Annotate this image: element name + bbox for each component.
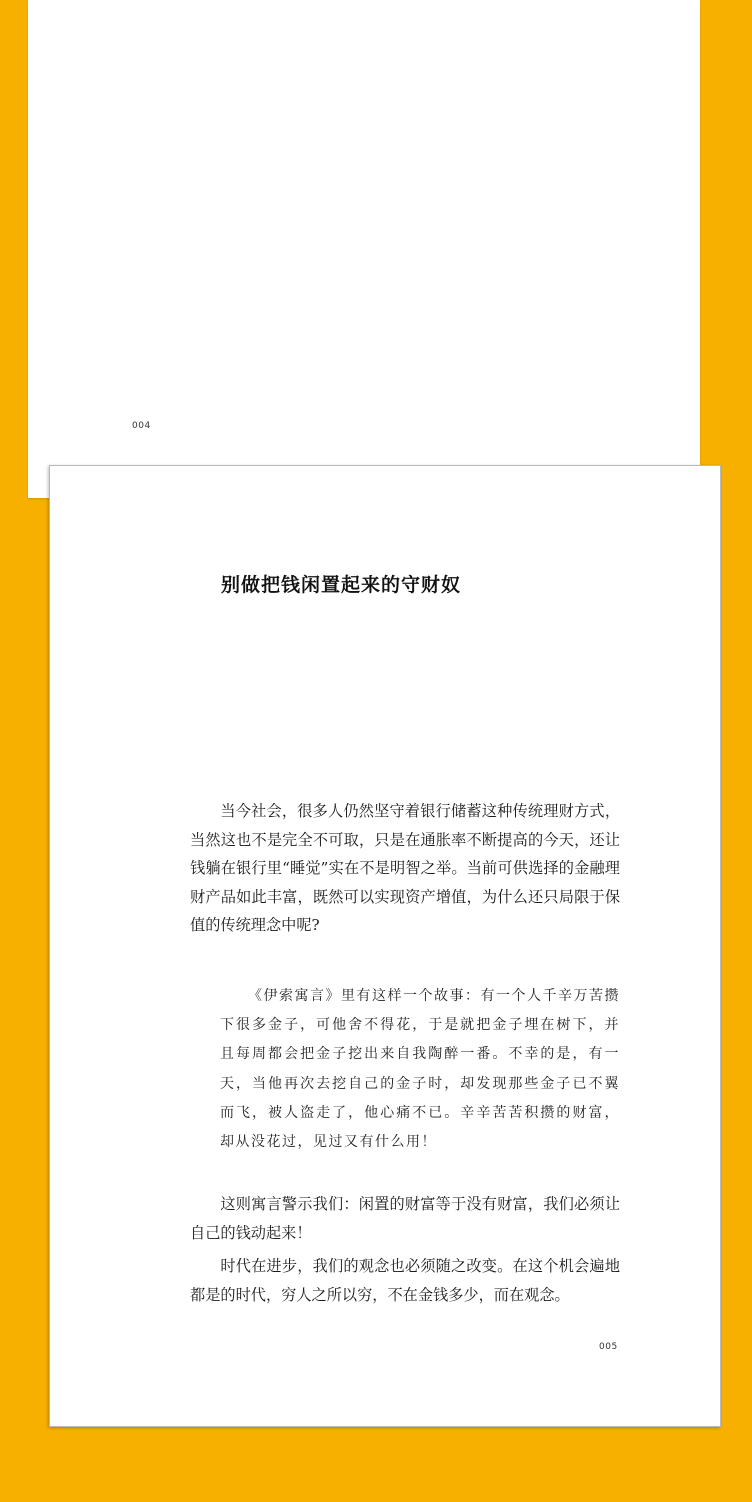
right-page-number: 005 (599, 1342, 618, 1352)
left-page (28, 0, 700, 498)
fable-quote: 《伊索寓言》里有这样一个故事：有一个人千辛万苦攒下很多金子，可他舍不得花，于是就把金子埋在树下，并且每周都会把金子挖出来自我陶醉一番。不幸的是，有一天，当他再次去挖自己的金子时，却发现那些金子已不翼而飞，被人盗走了，他心痛不已。辛辛苦苦积攒的财富，却从没花过，见过又有什么用！ (220, 988, 620, 1151)
body-paragraph-moral: 这则寓言警示我们：闲置的财富等于没有财富，我们必须让自己的钱动起来！ (190, 1195, 620, 1242)
right-page (49, 465, 721, 1427)
chapter-title: 别做把钱闲置起来的守财奴 (221, 574, 462, 596)
body-paragraph-intro: 当今社会，很多人仍然坚守着银行储蓄这种传统理财方式，当然这也不是完全不可取，只是在通胀率不断提高的今天，还让钱躺在银行里“睡觉”实在不是明智之举。当前可供选择的金融理财产品如此丰富，既然可以实现资产增值，为什么还只局限于保值的传统理念中呢? (190, 802, 620, 934)
body-paragraph-conclusion: 时代在进步，我们的观念也必须随之改变。在这个机会遍地都是的时代，穷人之所以穷，不在金钱多少，而在观念。 (190, 1257, 620, 1304)
left-page-number: 004 (132, 421, 151, 431)
